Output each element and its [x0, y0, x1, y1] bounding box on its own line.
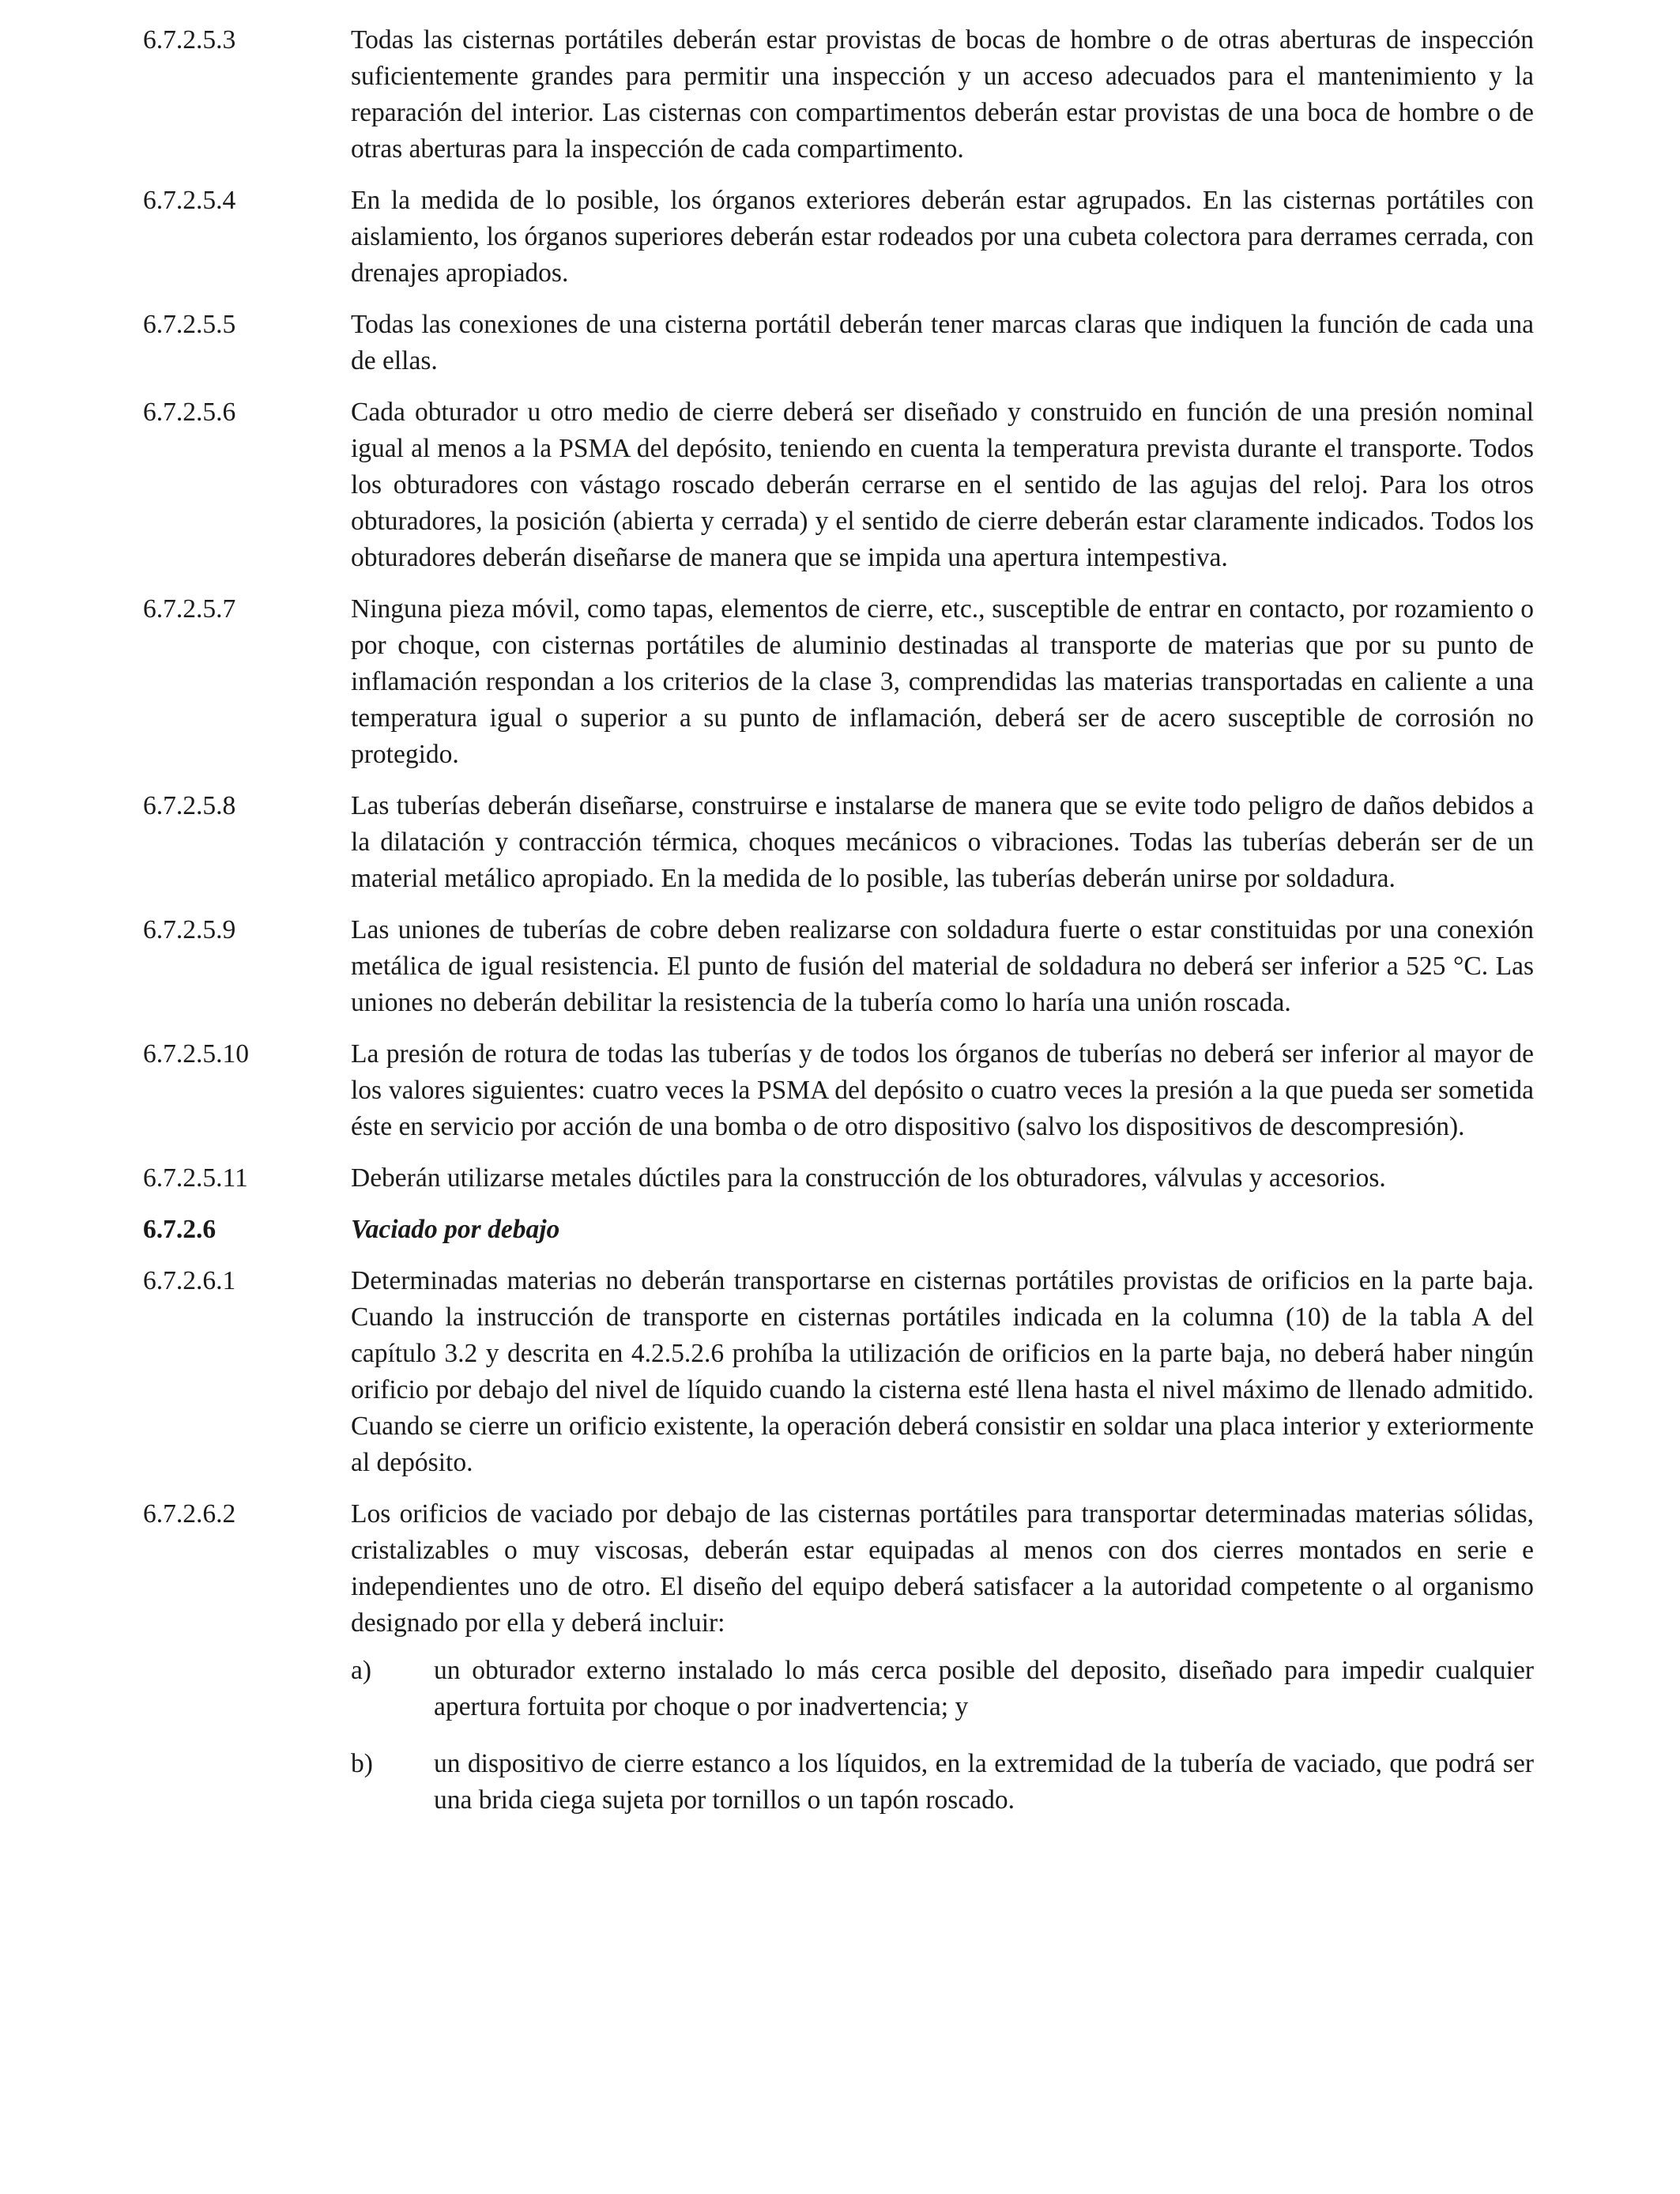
paragraph-6-7-2-6-1	[143, 1263, 1534, 1481]
paragraph-text: En la medida de lo posible, los órganos exteriores deberán estar agrupados. En las cisternas portátiles con aislamiento, los órganos superiores deberán estar rodeados por una cubeta colectora para derrames cerrada, con drenajes apropiados.	[351, 186, 1534, 288]
paragraph-6-7-2-5-7	[143, 591, 1534, 773]
section-title: Vaciado por debajo	[351, 1215, 560, 1244]
paragraph-text: Todas las cisternas portátiles deberán estar provistas de bocas de hombre o de otras aberturas de inspección suficientemente grandes para permitir una inspección y un acceso adecuados para el mantenimiento y la reparación del interior. Las cisternas con compartimentos deberán estar provistas de una boca de hombre o de otras aberturas para la inspección de cada compartimento.	[351, 25, 1534, 164]
paragraph-text: Las uniones de tuberías de cobre deben realizarse con soldadura fuerte o estar constituidas por una conexión metálica de igual resistencia. El punto de fusión del material de soldadura no deberá ser inferior a 525 °C. Las uniones no deberán debilitar la resistencia de la tubería como lo haría una unión roscada.	[351, 915, 1534, 1017]
paragraph-number: 6.7.2.5.7	[143, 594, 236, 624]
paragraph-text: Las tuberías deberán diseñarse, construirse e instalarse de manera que se evite todo peligro de daños debidos a la dilatación y contracción térmica, choques mecánicos o vibraciones. Todas las tuberías deberán ser de un material metálico apropiado. En la medida de lo posible, las tuberías deberán unirse por soldadura.	[351, 791, 1534, 893]
section-number: 6.7.2.6	[143, 1215, 217, 1244]
paragraph-number: 6.7.2.5.5	[143, 310, 236, 339]
paragraph-6-7-2-5-9	[143, 912, 1534, 1021]
paragraph-6-7-2-5-4	[143, 183, 1534, 292]
paragraph-text: Todas las conexiones de una cisterna portátil deberán tener marcas claras que indiquen la función de cada una de ellas.	[351, 310, 1534, 375]
paragraph-number: 6.7.2.5.4	[143, 186, 236, 215]
paragraph-text: Deberán utilizarse metales dúctiles para la construcción de los obturadores, válvulas y accesorios.	[351, 1163, 1386, 1193]
paragraph-text: Ninguna pieza móvil, como tapas, elementos de cierre, etc., susceptible de entrar en contacto, por rozamiento o por choque, con cisternas portátiles de aluminio destinadas al transporte de materias que por su punto de inflamación respondan a los criterios de la clase 3, comprendidas las materias transportadas en caliente a una temperatura igual o superior a su punto de inflamación, deberá ser de acero susceptible de corrosión no protegido.	[351, 594, 1534, 769]
list-item-text: un obturador externo instalado lo más cerca posible del deposito, diseñado para impedir cualquier apertura fortuita por choque o por inadvertencia; y	[434, 1656, 1534, 1721]
paragraph-text: La presión de rotura de todas las tuberías y de todos los órganos de tuberías no deberá ser inferior al mayor de los valores siguientes: cuatro veces la PSMA del depósito o cuatro veces la presión a la que pueda ser sometida éste en servicio por acción de una bomba o de otro dispositivo (salvo los dispositivos de descompresión).	[351, 1039, 1534, 1141]
lettered-list	[351, 1653, 1534, 1819]
paragraph-text: Los orificios de vaciado por debajo de las cisternas portátiles para transportar determinadas materias sólidas, cristalizables o muy viscosas, deberán estar equipadas al menos con dos cierres montados en serie e independientes uno de otro. El diseño del equipo deberá satisfacer a la autoridad competente o al organismo designado por ella y deberá incluir:	[351, 1499, 1534, 1638]
paragraph-number: 6.7.2.5.9	[143, 915, 236, 944]
paragraph-number: 6.7.2.5.6	[143, 398, 236, 427]
paragraph-6-7-2-5-11	[143, 1160, 1534, 1197]
list-item-text: un dispositivo de cierre estanco a los líquidos, en la extremidad de la tubería de vaciado, que podrá ser una brida ciega sujeta por tornillos o un tapón roscado.	[434, 1749, 1534, 1815]
paragraph-6-7-2-5-6	[143, 394, 1534, 576]
paragraph-text: Cada obturador u otro medio de cierre deberá ser diseñado y construido en función de una presión nominal igual al menos a la PSMA del depósito, teniendo en cuenta la temperatura prevista durante el transporte. Todos los obturadores con vástago roscado deberán cerrarse en el sentido de las agujas del reloj. Para los otros obturadores, la posición (abierta y cerrada) y el sentido de cierre deberán estar claramente indicados. Todos los obturadores deberán diseñarse de manera que se impida una apertura intempestiva.	[351, 398, 1534, 572]
section-heading	[143, 1212, 1534, 1248]
paragraph-number: 6.7.2.5.3	[143, 25, 236, 55]
paragraph-6-7-2-5-8	[143, 788, 1534, 897]
list-item-b	[351, 1746, 1534, 1819]
paragraph-number: 6.7.2.6.1	[143, 1266, 236, 1295]
list-item-a	[351, 1653, 1534, 1725]
paragraph-6-7-2-6-2	[143, 1496, 1534, 1819]
paragraph-6-7-2-5-3	[143, 22, 1534, 168]
paragraph-number: 6.7.2.6.2	[143, 1499, 236, 1529]
paragraph-text: Determinadas materias no deberán transportarse en cisternas portátiles provistas de orificios en la parte baja. Cuando la instrucción de transporte en cisternas portátiles indicada en la columna (10) de la tabla A del capítulo 3.2 y descrita en 4.2.5.2.6 prohíba la utilización de orificios en la parte baja, no deberá haber ningún orificio por debajo del nivel de líquido cuando la cisterna esté llena hasta el nivel máximo de llenado admitido. Cuando se cierre un orificio existente, la operación deberá consistir en soldar una placa interior y exteriormente al depósito.	[351, 1266, 1534, 1477]
paragraph-number: 6.7.2.5.10	[143, 1039, 249, 1069]
list-item-letter: b)	[351, 1749, 373, 1778]
paragraph-number: 6.7.2.5.11	[143, 1163, 248, 1193]
paragraph-6-7-2-5-5	[143, 307, 1534, 379]
paragraph-number: 6.7.2.5.8	[143, 791, 236, 820]
document-page	[143, 22, 1534, 1839]
paragraph-6-7-2-5-10	[143, 1036, 1534, 1145]
list-item-letter: a)	[351, 1656, 372, 1685]
